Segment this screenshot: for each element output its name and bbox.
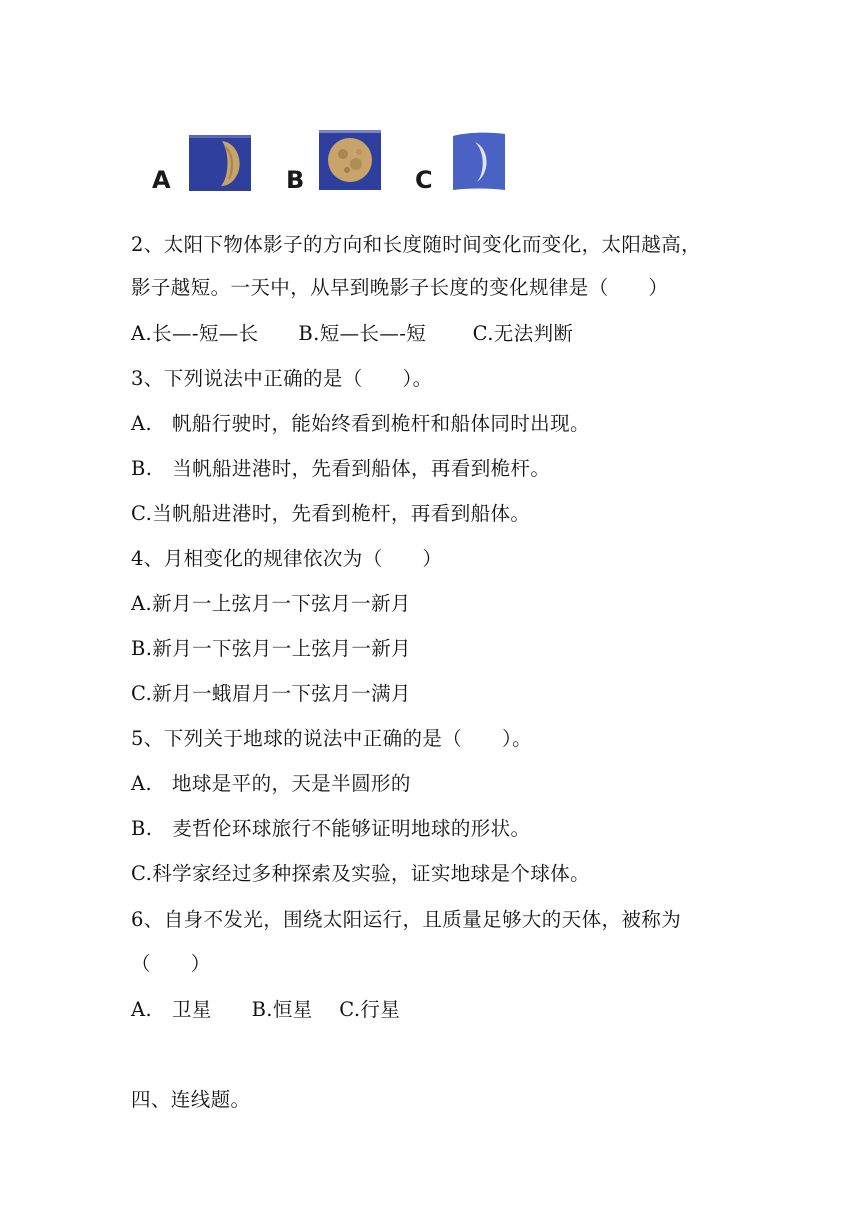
section-4-title: 四、连线题。 bbox=[131, 1088, 251, 1111]
question-3-stem: 3、下列说法中正确的是（ ）。 bbox=[131, 367, 433, 390]
question-6-line-2: （ ） bbox=[131, 952, 211, 975]
question-3-option-c: C.当帆船进港时，先看到桅杆，再看到船体。 bbox=[131, 502, 531, 525]
question-5-option-b: B. 麦哲伦环球旅行不能够证明地球的形状。 bbox=[131, 817, 531, 840]
question-2-options: A.长—-短—长 B.短—长—-短 C.无法判断 bbox=[131, 322, 574, 345]
question-6-options: A. 卫星 B.恒星 C.行星 bbox=[131, 998, 401, 1021]
option-c-label: C bbox=[415, 166, 433, 194]
question-3-option-b: B. 当帆船进港时，先看到船体，再看到桅杆。 bbox=[131, 457, 551, 480]
thin-crescent-moon-icon bbox=[449, 130, 507, 192]
question-5-stem: 5、下列关于地球的说法中正确的是（ ）。 bbox=[131, 727, 533, 750]
option-a-label: A bbox=[152, 166, 171, 194]
question-3-option-a: A. 帆船行驶时，能始终看到桅杆和船体同时出现。 bbox=[131, 412, 590, 435]
question-4-option-c: C.新月一蛾眉月一下弦月一满月 bbox=[131, 682, 411, 705]
question-2-line-2: 影子越短。一天中，从早到晚影子长度的变化规律是（ ） bbox=[131, 276, 669, 299]
option-b-label: B bbox=[286, 166, 305, 194]
question-6-line-1: 6、自身不发光，围绕太阳运行，且质量足够大的天体，被称为 bbox=[131, 908, 682, 931]
question-4-stem: 4、月相变化的规律依次为（ ） bbox=[131, 547, 443, 570]
question-2-line-1: 2、太阳下物体影子的方向和长度随时间变化而变化，太阳越高， bbox=[131, 233, 702, 256]
question-5-option-a: A. 地球是平的，天是半圆形的 bbox=[131, 772, 411, 795]
question-5-option-c: C.科学家经过多种探索及实验，证实地球是个球体。 bbox=[131, 862, 591, 885]
question-4-option-b: B.新月一下弦月一上弦月一新月 bbox=[131, 637, 412, 660]
waning-crescent-moon-icon bbox=[189, 135, 251, 191]
question-4-option-a: A.新月一上弦月一下弦月一新月 bbox=[131, 592, 411, 615]
full-moon-icon bbox=[319, 130, 381, 190]
